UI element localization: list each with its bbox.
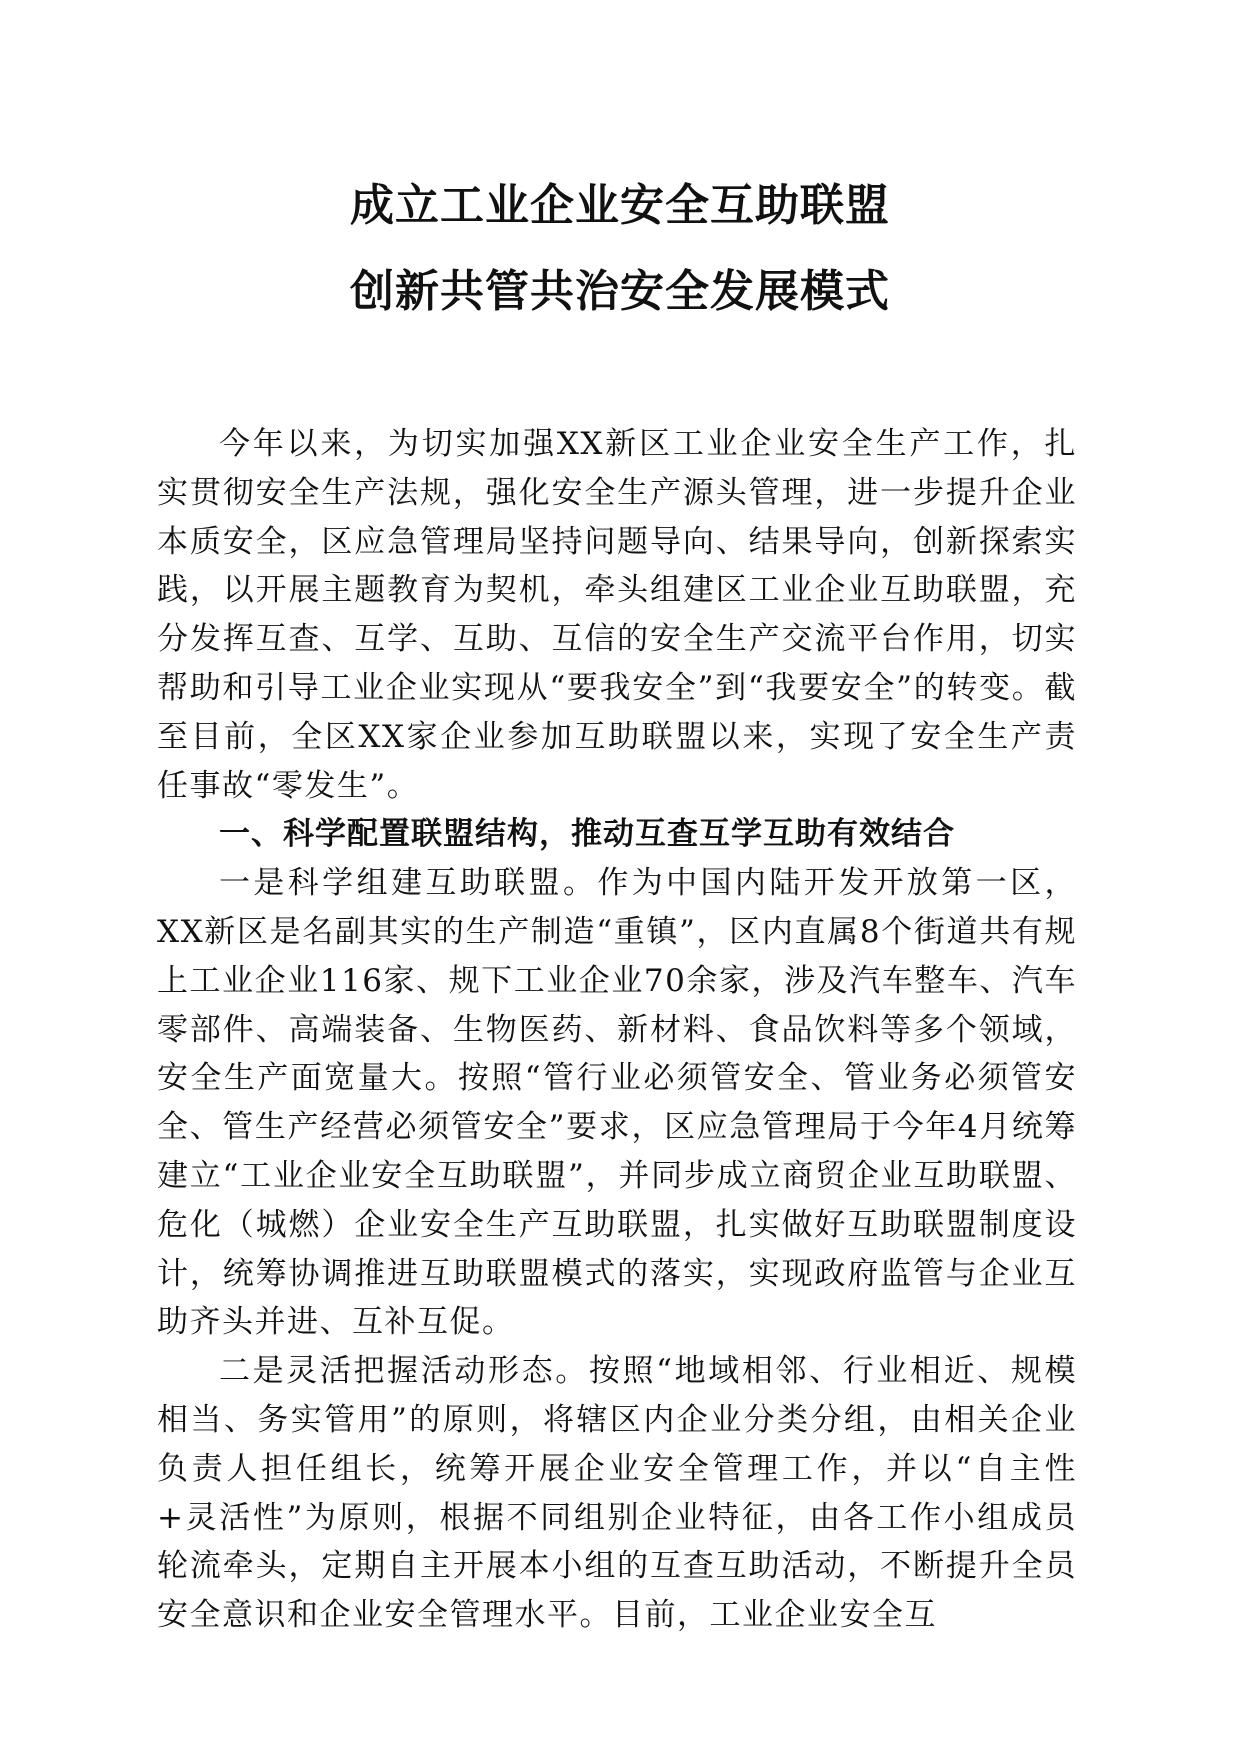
body-paragraph: 二是灵活把握活动形态。按照“地域相邻、行业相近、规模相当、务实管用”的原则，将辖区内企业分类分组，由相关企业负责人担任组长，统筹开展企业安全管理工作，并以“自主性+灵活性”为原则，根据不同组别企业特征，由各工作小组成员轮流牵头，定期自主开展本小组的互查互助活动，不断提升全员安全意识和企业安全管理水平。目前，工业企业安全互 xyxy=(157,1353,1077,1634)
body-paragraph: 一是科学组建互助联盟。作为中国内陆开发开放第一区，XX新区是名副其实的生产制造“重镇”，区内直属8个街道共有规上工业企业116家、规下工业企业70余家，涉及汽车整车、汽车零部件、高端装备、生物医药、新材料、食品饮料等多个领域，安全生产面宽量大。按照“管行业必须管安全、管业务必须管安全、管生产经营必须管安全”要求，区应急管理局于今年4月统筹建立“工业企业安全互助联盟”，并同步成立商贸企业互助联盟、危化（城燃）企业安全生产互助联盟，扎实做好互助联盟制度设计，统筹协调推进互助联盟模式的落实，实现政府监管与企业互助齐头并进、互补互促。 xyxy=(157,865,1077,1341)
document-title-line-2: 创新共管共治安全发展模式 xyxy=(350,266,890,317)
document-body xyxy=(157,420,1077,1640)
section-heading: 一、科学配置联盟结构，推动互查互学互助有效结合 xyxy=(219,816,955,853)
intro-paragraph: 今年以来，为切实加强XX新区工业企业安全生产工作，扎实贯彻安全生产法规，强化安全生产源头管理，进一步提升企业本质安全，区应急管理局坚持问题导向、结果导向，创新探索实践，以开展主题教育为契机，牵头组建区工业企业互助联盟，充分发挥互查、互学、互助、互信的安全生产交流平台作用，切实帮助和引导工业企业实现从“要我安全”到“我要安全”的转变。截至目前，全区XX家企业参加互助联盟以来，实现了安全生产责任事故“零发生”。 xyxy=(157,426,1077,804)
document-title-line-1: 成立工业企业安全互助联盟 xyxy=(350,180,890,231)
